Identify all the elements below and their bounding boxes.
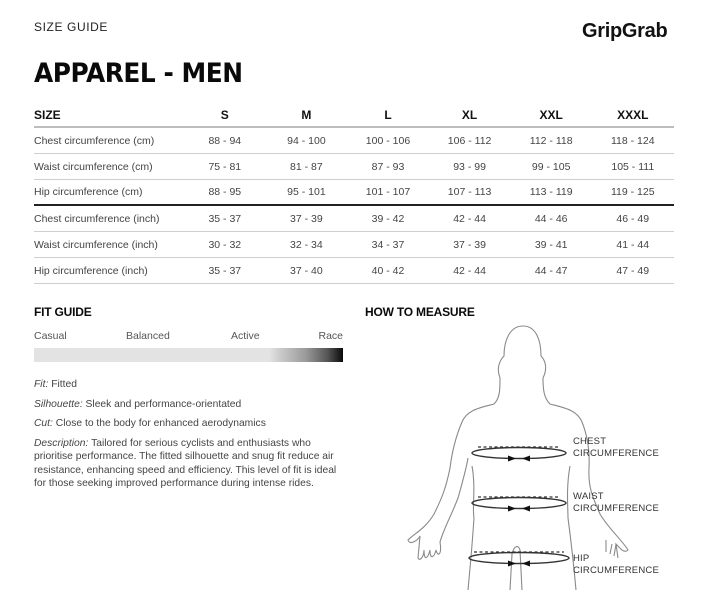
table-cell: 39 - 42 [371, 212, 405, 225]
table-cell: 118 - 124 [610, 134, 655, 147]
size-guide-eyebrow: SIZE GUIDE [34, 20, 109, 34]
fit-label-active: Active [231, 330, 260, 342]
table-cell: 101 - 107 [365, 186, 411, 198]
table-cell: 81 - 87 [290, 160, 323, 173]
table-cell: 40 - 42 [371, 264, 405, 277]
table-cell: 35 - 37 [208, 212, 242, 225]
table-cell: 87 - 93 [371, 160, 405, 173]
table-cell: 88 - 95 [208, 186, 242, 198]
column-header-m: M [301, 108, 312, 122]
table-cell: 119 - 125 [610, 186, 655, 198]
table-header-row [34, 104, 674, 128]
fit-detail-fit: Fit: Fitted [34, 379, 77, 390]
body-measurement-figure [400, 318, 712, 590]
row-label: Waist circumference (inch) [34, 238, 158, 251]
table-cell: 88 - 94 [208, 134, 242, 147]
table-cell: 44 - 46 [534, 212, 568, 225]
table-cell: 41 - 44 [616, 238, 650, 251]
fit-guide-heading: FIT GUIDE [34, 305, 92, 319]
table-row [34, 206, 674, 232]
table-row [34, 154, 674, 180]
table-cell: 106 - 112 [447, 134, 492, 147]
fit-details [34, 378, 344, 496]
table-cell: 39 - 41 [534, 238, 568, 251]
table-cell: 37 - 39 [290, 212, 323, 225]
row-label: Hip circumference (inch) [34, 264, 148, 277]
column-header-size: SIZE [34, 108, 61, 122]
column-header-xxxl: XXXL [617, 108, 649, 122]
table-cell: 112 - 118 [529, 134, 573, 147]
table-row [34, 128, 674, 154]
gripgrab-logo: GripGrab [582, 20, 668, 42]
table-cell: 93 - 99 [453, 160, 486, 173]
table-cell: 107 - 113 [447, 186, 492, 198]
fit-scale-labels [34, 330, 343, 344]
body-outline-icon [400, 318, 712, 590]
fit-detail-cut: Cut: Close to the body for enhanced aerodynamics [34, 418, 266, 430]
column-header-xl: XL [461, 108, 478, 122]
fit-scale-gradient-bar [34, 348, 343, 362]
table-cell: 30 - 32 [208, 238, 242, 251]
how-to-measure-heading: HOW TO MEASURE [365, 305, 475, 319]
table-cell: 37 - 39 [453, 238, 486, 251]
waist-circumference-label: WAIST CIRCUMFERENCE [573, 491, 659, 514]
fit-label-race: Race [318, 330, 343, 342]
fit-detail-description: Description: Tailored for serious cyclists and enthusiasts who prioritise performance. The fitted silhouette and snug fit reduce air resistance, enhancing speed and efficiency. This level of fit is ideal for those seeking improved performance during intense rides. [34, 438, 337, 489]
table-cell: 42 - 44 [453, 212, 486, 225]
row-label: Hip circumference (cm) [34, 186, 143, 198]
column-header-l: L [384, 108, 392, 122]
table-cell: 99 - 105 [531, 160, 571, 173]
table-cell: 46 - 49 [616, 212, 650, 225]
table-cell: 34 - 37 [371, 238, 405, 251]
column-header-s: S [220, 108, 229, 122]
row-label: Chest circumference (inch) [34, 212, 160, 225]
table-cell: 95 - 101 [287, 186, 326, 198]
table-cell: 113 - 119 [529, 186, 573, 198]
table-cell: 75 - 81 [208, 160, 242, 173]
fit-label-balanced: Balanced [126, 330, 170, 342]
page-title: APPAREL - MEN [34, 58, 243, 89]
table-row [34, 180, 674, 206]
chest-circumference-label: CHEST CIRCUMFERENCE [573, 436, 659, 459]
table-cell: 44 - 47 [534, 264, 568, 277]
hip-circumference-label: HIP CIRCUMFERENCE [573, 553, 659, 576]
row-label: Chest circumference (cm) [34, 134, 155, 147]
table-cell: 100 - 106 [365, 134, 411, 147]
table-cell: 37 - 40 [290, 264, 323, 277]
size-table [34, 104, 674, 284]
column-header-xxl: XXL [539, 108, 563, 122]
table-cell: 94 - 100 [287, 134, 326, 147]
table-cell: 47 - 49 [616, 264, 650, 277]
table-row [34, 232, 674, 258]
table-cell: 35 - 37 [208, 264, 242, 277]
row-label: Waist circumference (cm) [34, 160, 153, 173]
table-cell: 105 - 111 [611, 160, 655, 173]
table-row [34, 258, 674, 284]
fit-detail-silhouette: Silhouette: Sleek and performance-orientated [34, 398, 242, 410]
fit-label-casual: Casual [34, 330, 67, 342]
table-cell: 32 - 34 [290, 238, 323, 251]
table-cell: 42 - 44 [453, 264, 486, 277]
